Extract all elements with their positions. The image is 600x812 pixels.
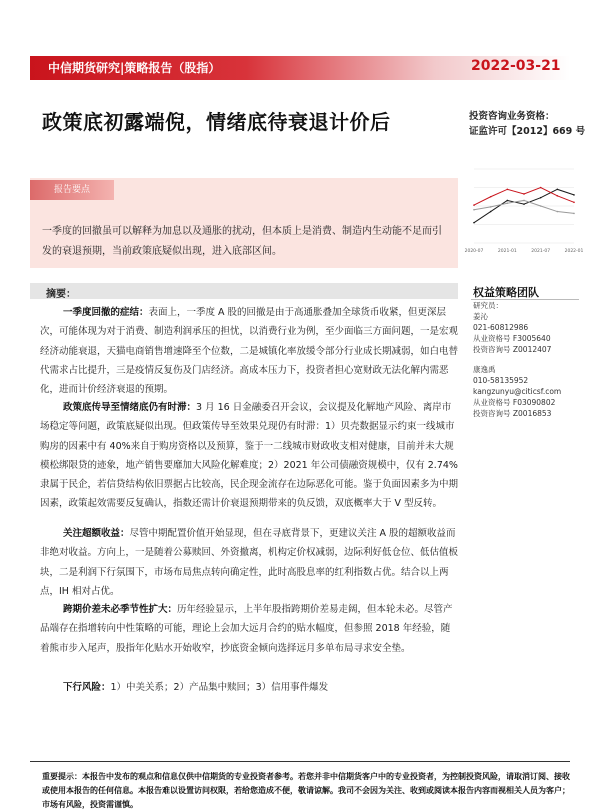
abstract-paragraph [40,303,458,399]
member-email[interactable]: kangzunyu@citicsf.com [473,387,562,396]
member-phone: 021-60812986 [473,323,529,332]
qualification-line-2: 证监许可【2012】669 号 [469,126,586,137]
member-cert: 从业资格号 F03090802 [473,398,556,407]
researcher-label: 研究员： [473,301,503,310]
brand-line: 中信期货研究|策略报告（股指） [48,61,221,75]
paragraph-lead: 一季度回撤的症结： [63,307,149,318]
chart-x-tick-label: 2020-07 [464,249,484,254]
chart-x-tick-label: 2022-01 [564,249,584,254]
cover-chart [464,163,584,256]
chart-point [507,189,509,191]
paragraph-text: 尽管中期配置价值开始显现，但在寻底背景下，更建议关注 A 股的超额收益而非绝对收益。方向上，一是随着公募赎回、外资撤离，机构定价权减弱，边际利好低仓位、低估值板块，二是利润下行氛围下，市场布局焦点转向确定性，此时高股息率的红利指数占优。结合以上两点，IH 相对占优。 [40,528,459,597]
chart-point [540,205,542,207]
paragraph-text: 表面上，一季度 A 股的回撤是由于高通胀叠加全球货币收紧，但更深层次，可能体现为对于消费、制造利润承压的担忧，以消费行业为例，至少面临三方面问题，一是宏观经济动能衰退，天猫电商销售增速降至个位数，二是城镇化率放缓令部分行业成长期减弱，如白电替代需求占比提升，三是疫情反复伤及门店经济。高成本压力下，投资者担心宽财政无法化解内需恶化，进而计价经济衰退的预期。 [40,307,459,396]
paragraph-lead: 跨期价差未必季节性扩大： [63,604,178,615]
chart-x-tick-label: 2021-07 [531,249,551,254]
chart-x-tick-label: 2021-01 [497,249,517,254]
member-cert: 投资咨询号 Z0012407 [473,345,552,354]
chart-point [523,200,525,202]
chart-point [573,213,575,215]
paragraph-lead: 关注超额收益： [63,528,130,539]
member-phone: 010-58135952 [473,376,529,385]
chart-point [490,211,492,213]
chart-point [507,200,509,202]
chart-point [573,202,575,204]
abstract-label: 摘要： [46,289,76,300]
chart-point [490,196,492,198]
summary-tab [30,180,114,200]
paragraph-lead: 政策底传导至情绪底仍有时滞： [63,402,197,413]
summary-tab-label: 报告要点 [53,185,90,195]
member-cert: 从业资格号 F3005640 [473,334,551,343]
paragraph-text: 3 月 16 日金融委召开会议，会议提及化解地产风险、离岸市场稳定等问题，政策底疑似出现。但政策传导至效果兑现仍有时滞：1）贝壳数据显示约束一线城市购房的因素中有 40%来自于购房资格以及预算，鉴于一二线城市财政收支相对健康，目前并未大规模松绑限贷的迹象，地产销售要靡加大风险化解难度；2）2021 年公司债融资规模中，仅有 2.74%隶属于民企，若信贷结构依旧票据占比较高，民企现金流存在边际恶化可能。鉴于负面因素多为中期因素，政策起效需要反复确认，指数还需计价衰退预期带来的负反馈，双底概率大于 V 型反转。 [40,402,459,510]
summary-text: 一季度的回撤虽可以解释为加息以及通胀的扰动，但本质上是消费、制造内生动能不足而引发的衰退预期，当前政策底疑似出现，进入底部区间。 [42,226,442,257]
team-title: 权益策略团队 [473,286,539,299]
report-date: 2022-03-21 [471,58,561,74]
chart-point [557,195,559,197]
chart-point [523,203,525,205]
member-name: 康逸禹 [473,365,496,374]
chart-point [507,202,509,204]
chart-point [540,197,542,199]
qualification-line-1: 投资咨询业务资格： [469,111,555,122]
chart-point [557,189,559,191]
abstract-paragraph [40,398,458,514]
risk-lead: 下行风险： [63,682,111,693]
chart-point [573,194,575,196]
disclaimer: 重要提示：本报告中发布的观点和信息仅供中信期货的专业投资者参考。若您并非中信期货客户中的专业投资者，为控制投资风险，请取消订阅、接收或使用本报告的任何信息。本报告难以设置访问权限，若给您造成不便，敬请谅解。我司不会因为关注、收到或阅读本报告内容而视相关人员为客户；市场有风险，投资需谨慎。 [42,772,570,809]
member-name: 姜沁 [473,312,488,321]
abstract-bar [30,283,458,299]
chart-point [473,204,475,206]
chart-point [473,222,475,224]
abstract-paragraph [40,524,458,601]
risk-line [63,679,328,693]
chart-point [523,193,525,195]
report-title: 政策底初露端倪，情绪底待衰退计价后 [42,110,391,134]
footer-divider [30,761,570,762]
paragraph-text: 历年经验显示，上半年股指跨期价差易走阔，但本轮未必。尽管产品端存在指增转向中性策略的可能，理论上会加大远月合约的贴水幅度，但参照 2018 年经验，随着熊市步入尾声，股指年化贴水开始收窄，抄底资金倾向选择远月多单布局寻求安全垫。 [40,604,453,654]
chart-point [473,209,475,211]
abstract-paragraph [40,600,458,658]
chart-point [490,206,492,208]
chart-point [557,211,559,213]
chart-point [540,187,542,189]
member-cert: 投资咨询号 Z0016853 [473,409,552,418]
risk-text: 1）中美关系；2）产品集中赎回；3）信用事件爆发 [110,682,329,693]
